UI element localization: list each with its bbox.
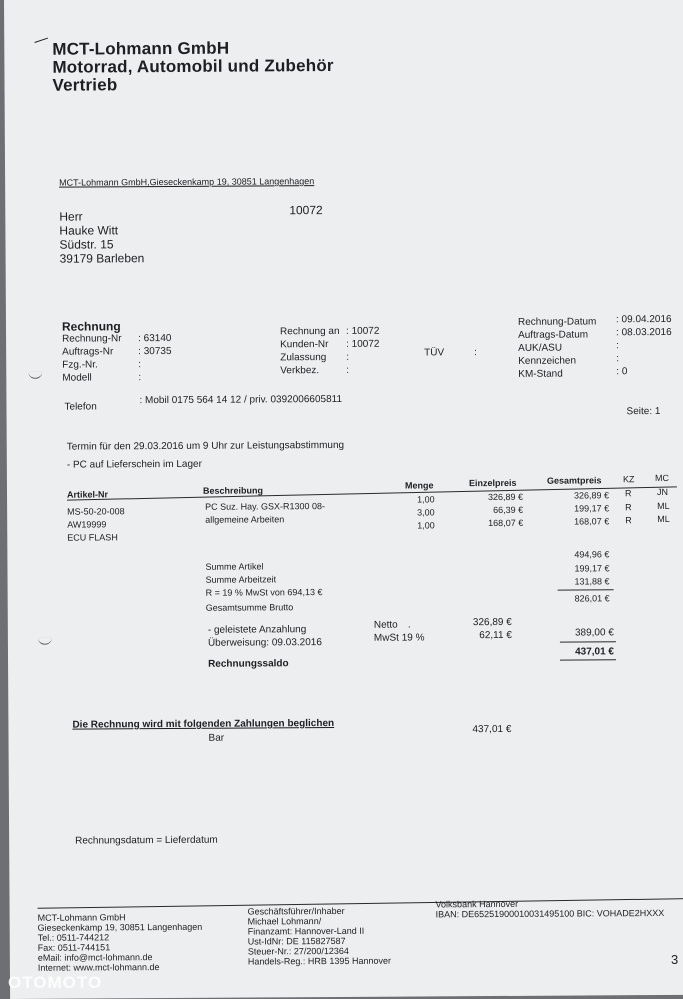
row3-einzelpreis: 168,07 € [488,517,524,529]
footer-inhaber: Michael Lohmann/ [247,916,322,927]
row2-gesamtpreis: 199,17 € [574,503,610,514]
row1-kz: R [624,488,632,499]
row3-menge: 1,00 [417,520,435,531]
row2-menge: 3,00 [417,507,435,518]
anzahlung-label: - geleistete Anzahlung [207,624,307,636]
col-header-kz: KZ [622,474,635,485]
sender-line: MCT-Lohmann GmbH,Gieseckenkamp 19, 30851 Langenhagen [59,176,315,188]
value-kennzeichen: : [616,353,620,365]
saldo-label: Rechnungssaldo [208,658,289,670]
footer-geschaeftsfuehrer: Geschäftsführer/Inhaber [247,905,345,917]
value-auftrags-nr: : 30735 [138,345,172,358]
col-header-beschreibung: Beschreibung [202,485,264,496]
row2-artikel: AW19999 [67,519,107,530]
col-header-artikel: Artikel-Nr [66,489,109,500]
value-zulassung: : [346,351,350,363]
value-fzg-nr: : [138,359,142,371]
netto-sep: . [407,619,411,631]
page-corner-number: 3 [671,952,679,967]
page-number: Seite: 1 [626,405,661,418]
summary-rule-1 [558,589,614,590]
value-auftrags-datum: : 08.03.2016 [616,326,672,339]
netto-value: 326,89 € [472,616,512,629]
anzahlung-total: 389,00 € [574,627,614,639]
footnote: Rechnungsdatum = Lieferdatum [75,834,218,847]
footer-rule [38,898,683,909]
mwst2-value: 62,11 € [479,629,512,642]
value-verkbez: : [346,364,350,376]
footer-company: MCT-Lohmann GmbH [37,912,126,923]
payment-heading: Die Rechnung wird mit folgenden Zahlungen beglichen [72,717,335,731]
payment-method: Bar [208,732,225,744]
row1-einzelpreis: 326,89 € [487,491,524,503]
payment-amount: 437,01 € [472,723,512,736]
label-fzg-nr: Fzg.-Nr. [62,359,98,371]
recipient-street: Südstr. 15 [59,237,114,252]
label-telefon: Telefon [64,401,97,413]
row3-kz: R [625,515,632,526]
footer-steuer-nr: Steuer-Nr.: 27/200/12364 [247,945,349,957]
col-header-gesamtpreis: Gesamtpreis [546,475,602,486]
row2-einzelpreis: 66,39 € [493,504,524,516]
col-header-einzelpreis: Einzelpreis [468,477,517,489]
netto-label: Netto [373,619,398,631]
value-tuv: : [474,347,477,359]
ueberweisung-label: Überweisung: 09.03.2016 [207,637,322,649]
watermark-logo: OTOMOTO [8,973,103,992]
value-rechnung-an: : 10072 [345,325,380,337]
note-termin: Termin für den 29.03.2016 um 9 Uhr zur Leistungsabstimmung [66,439,345,453]
summe-arbeitszeit-label: Summe Arbeitzeit [205,574,277,585]
value-km-stand: : 0 [616,366,628,378]
value-rechnung-datum: : 09.04.2016 [615,313,672,326]
footer-address: Gieseckenkamp 19, 30851 Langenhagen [37,921,203,933]
pen-mark [34,38,48,43]
saldo-value: 437,01 € [575,646,615,658]
row1-gesamtpreis: 326,89 € [573,490,610,501]
footer-fax: Fax: 0511-744151 [37,942,111,953]
footer-bank: Volksbank Hannover [435,898,519,910]
label-modell: Modell [62,372,92,384]
label-rechnung-an: Rechnung an [279,325,340,338]
value-modell: : [138,372,142,384]
footer-finanzamt: Finanzamt: Hannover-Land II [247,925,365,937]
col-header-menge: Menge [404,480,434,491]
label-rechnung-datum: Rechnung-Datum [517,316,597,328]
label-auk-asu: AUK/ASU [518,342,563,354]
row3-artikel: ECU FLASH [67,532,118,543]
recipient-salutation: Herr [59,209,83,224]
recipient-name: Hauke Witt [59,223,119,238]
footer-handelsregister: Handels-Reg.: HRB 1395 Hannover [247,955,391,967]
note-lieferschein: - PC auf Lieferschein im Lager [66,458,202,471]
footer-email: eMail: info@mct-lohmann.de [37,952,153,963]
summe-artikel-label: Summe Artikel [205,561,264,572]
invoice-page [4,0,683,999]
row2-mc: ML [657,500,670,512]
value-rechnung-nr: : 63140 [138,332,172,345]
brutto-value: 826,01 € [574,593,610,604]
row1-artikel: MS-50-20-008 [67,506,125,517]
row3-gesamtpreis: 168,07 € [574,516,610,527]
footer-tel: Tel.: 0511-744212 [37,932,110,943]
label-kunden-nr: Kunden-Nr [280,339,329,351]
label-verkbez: Verkbez. [280,365,320,377]
mwst-value: 131,88 € [574,576,610,587]
company-name: MCT-Lohmann GmbH [52,38,230,59]
value-telefon: : Mobil 0175 564 14 12 / priv. 0392006605811 [139,393,343,407]
brutto-label: Gesamtsumme Brutto [205,602,294,613]
footer-ust-idnr: Ust-IdNr: DE 115827587 [247,935,346,947]
label-zulassung: Zulassung [280,352,327,364]
punch-mark-bottom [38,638,52,645]
row1-menge: 1,00 [417,494,435,505]
summary-rule-2 [560,641,616,642]
row2-kz: R [625,502,632,513]
col-header-mc: MC [654,472,669,484]
value-auk-asu: : [616,340,619,352]
summary-rule-3 [560,659,616,660]
summe-arbeitszeit-value: 199,17 € [574,563,610,574]
row1-beschreibung: PC Suz. Hay. GSX-R1300 08- [205,501,326,512]
summe-artikel-value: 494,96 € [574,549,610,560]
footer-iban: IBAN: DE65251900010031495100 BIC: VOHADE2HXXX [435,907,665,920]
mwst-label: R = 19 % MwSt von 694,13 € [205,587,323,598]
label-kennzeichen: Kennzeichen [518,355,577,367]
punch-mark-top [28,372,42,379]
recipient-city: 39179 Barleben [59,251,145,266]
row1-mc: JN [656,486,669,498]
label-auftrags-nr: Auftrags-Nr [62,346,114,358]
value-kunden-nr: : 10072 [346,338,380,350]
row3-mc: ML [657,513,670,525]
row2-beschreibung: allgemeine Arbeiten [205,514,285,525]
label-tuv: TÜV [424,347,445,359]
mwst2-label: MwSt 19 % [373,632,425,644]
company-vertrieb: Vertrieb [52,75,118,95]
company-tagline: Motorrad, Automobil und Zubehör [52,55,334,77]
label-rechnung-nr: Rechnung-Nr [62,333,122,345]
invoice-title: Rechnung [61,319,121,334]
label-auftrags-datum: Auftrags-Datum [518,329,589,341]
recipient-number: 10072 [289,203,323,218]
label-km-stand: KM-Stand [518,368,563,380]
footer-internet: Internet: www.mct-lohmann.de [37,962,160,973]
